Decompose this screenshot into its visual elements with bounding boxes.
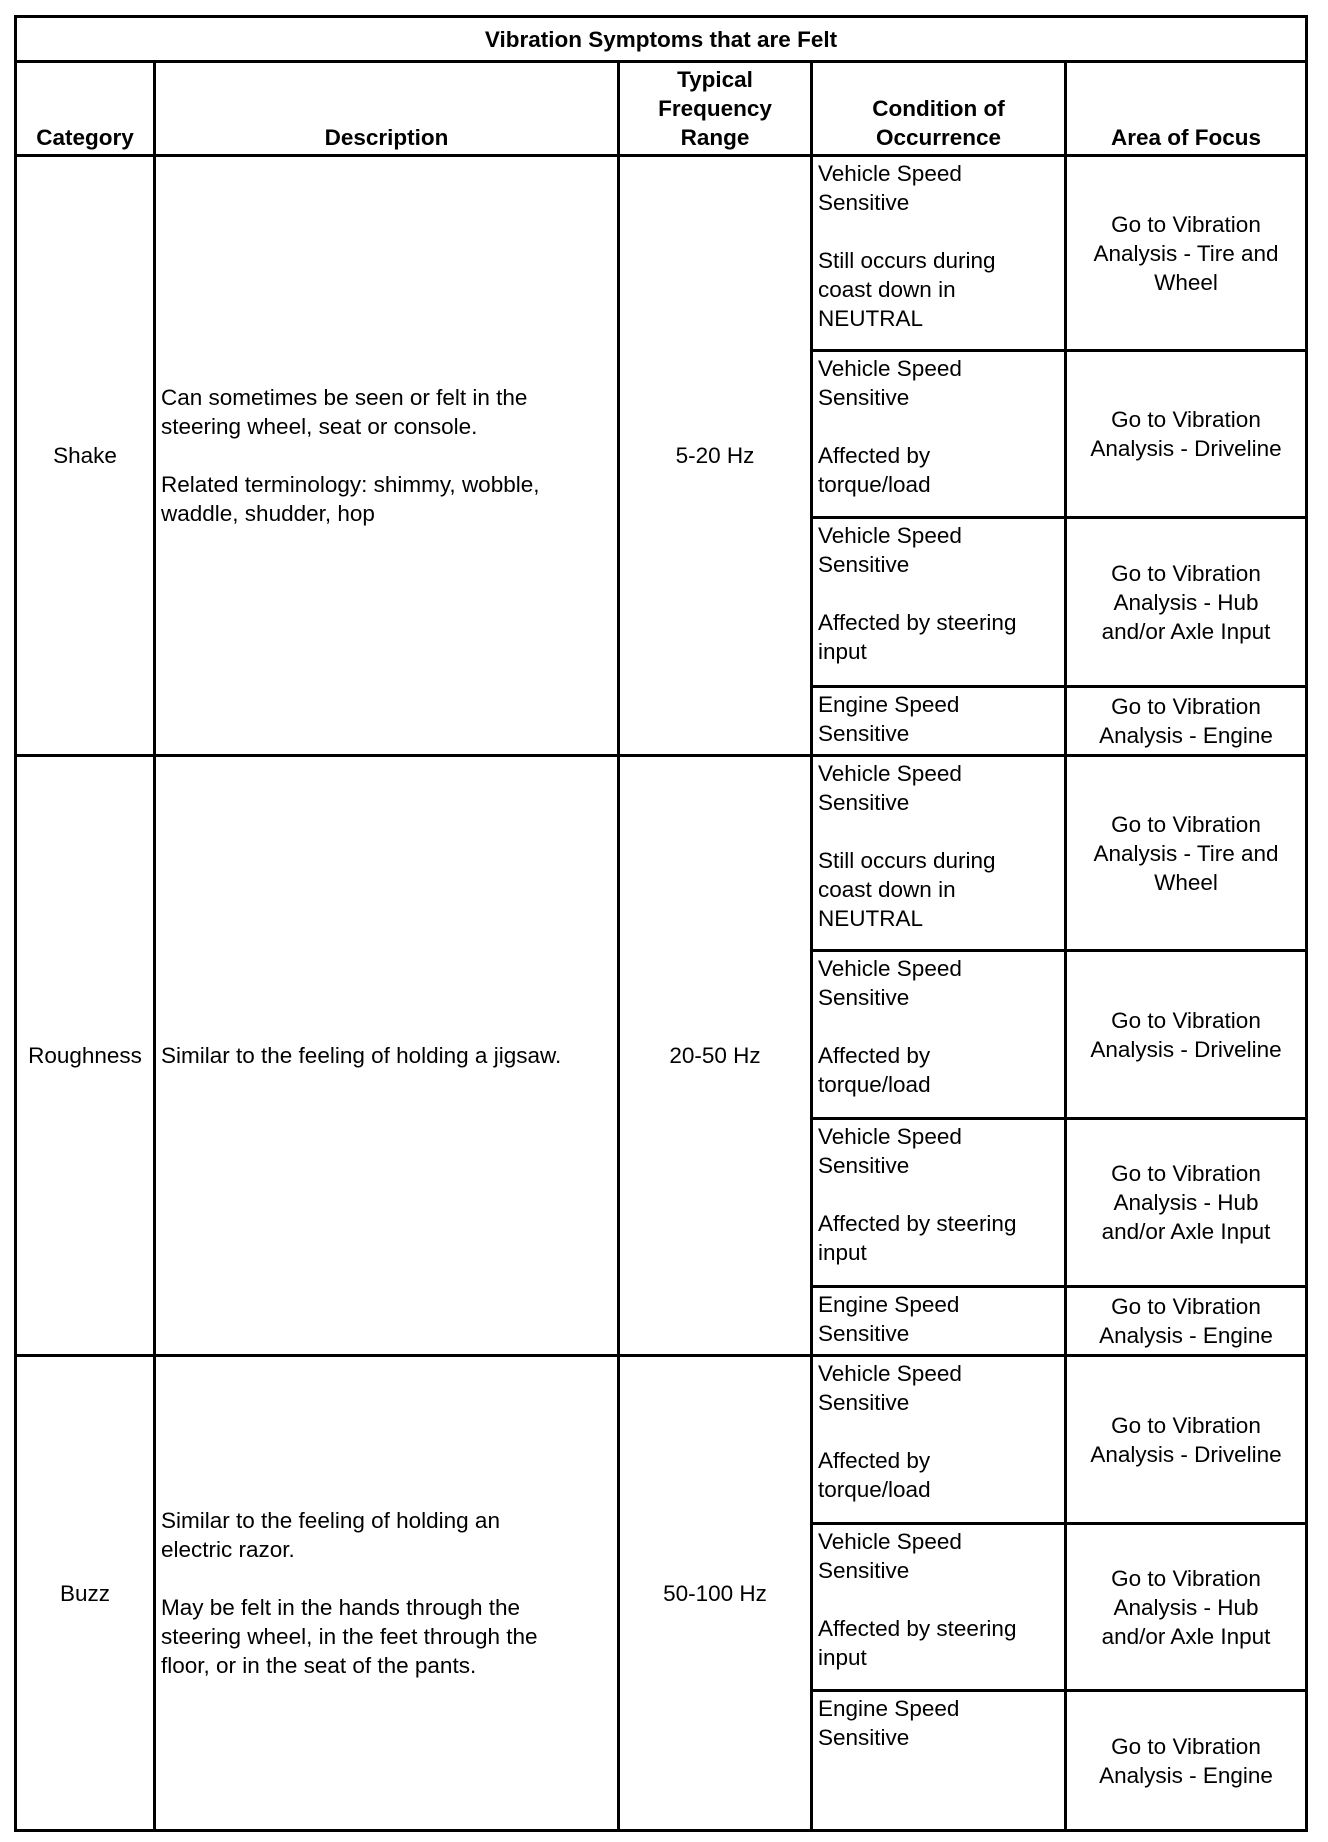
area-of-focus-cell: Go to Vibration Analysis - Hub and/or Axle Input	[1066, 1524, 1307, 1691]
area-of-focus-cell: Go to Vibration Analysis - Driveline	[1066, 1356, 1307, 1524]
description-cell: Similar to the feeling of holding an electric razor. May be felt in the hands through the steering wheel, in the feet through the floor, or in the seat of the pants.	[155, 1356, 619, 1831]
header-focus: Area of Focus	[1066, 62, 1307, 156]
condition-cell: Vehicle Speed Sensitive Affected by torque/load	[812, 351, 1066, 518]
condition-cell: Vehicle Speed Sensitive Affected by steering input	[812, 1524, 1066, 1691]
area-of-focus-cell: Go to Vibration Analysis - Hub and/or Axle Input	[1066, 518, 1307, 687]
area-of-focus-cell: Go to Vibration Analysis - Tire and Wheel	[1066, 156, 1307, 351]
table-row	[16, 156, 1307, 351]
condition-cell: Engine Speed Sensitive	[812, 1287, 1066, 1356]
area-of-focus-cell: Go to Vibration Analysis - Driveline	[1066, 951, 1307, 1119]
header-category: Category	[16, 62, 155, 156]
frequency-cell: 20-50 Hz	[619, 756, 812, 1356]
description-cell: Can sometimes be seen or felt in the steering wheel, seat or console. Related terminology: shimmy, wobble, waddle, shudder, hop	[155, 156, 619, 756]
condition-cell: Vehicle Speed Sensitive Still occurs during coast down in NEUTRAL	[812, 156, 1066, 351]
category-cell: Buzz	[16, 1356, 155, 1831]
condition-cell: Engine Speed Sensitive	[812, 687, 1066, 756]
area-of-focus-cell: Go to Vibration Analysis - Engine	[1066, 687, 1307, 756]
condition-cell: Vehicle Speed Sensitive Affected by torque/load	[812, 951, 1066, 1119]
header-description: Description	[155, 62, 619, 156]
header-condition: Condition of Occurrence	[812, 62, 1066, 156]
category-cell: Shake	[16, 156, 155, 756]
area-of-focus-cell: Go to Vibration Analysis - Tire and Wheel	[1066, 756, 1307, 951]
condition-cell: Vehicle Speed Sensitive Affected by steering input	[812, 1119, 1066, 1287]
table-row	[16, 756, 1307, 951]
area-of-focus-cell: Go to Vibration Analysis - Engine	[1066, 1287, 1307, 1356]
description-cell: Similar to the feeling of holding a jigsaw.	[155, 756, 619, 1356]
area-of-focus-cell: Go to Vibration Analysis - Hub and/or Axle Input	[1066, 1119, 1307, 1287]
condition-cell: Vehicle Speed Sensitive Affected by steering input	[812, 518, 1066, 687]
table-title: Vibration Symptoms that are Felt	[16, 17, 1307, 62]
condition-cell: Vehicle Speed Sensitive Affected by torque/load	[812, 1356, 1066, 1524]
condition-cell: Vehicle Speed Sensitive Still occurs during coast down in NEUTRAL	[812, 756, 1066, 951]
vibration-symptoms-table	[14, 15, 1308, 1832]
area-of-focus-cell: Go to Vibration Analysis - Driveline	[1066, 351, 1307, 518]
area-of-focus-cell: Go to Vibration Analysis - Engine	[1066, 1691, 1307, 1831]
condition-cell: Engine Speed Sensitive	[812, 1691, 1066, 1831]
frequency-cell: 5-20 Hz	[619, 156, 812, 756]
header-frequency: Typical Frequency Range	[619, 62, 812, 156]
frequency-cell: 50-100 Hz	[619, 1356, 812, 1831]
category-cell: Roughness	[16, 756, 155, 1356]
table-row	[16, 1356, 1307, 1524]
